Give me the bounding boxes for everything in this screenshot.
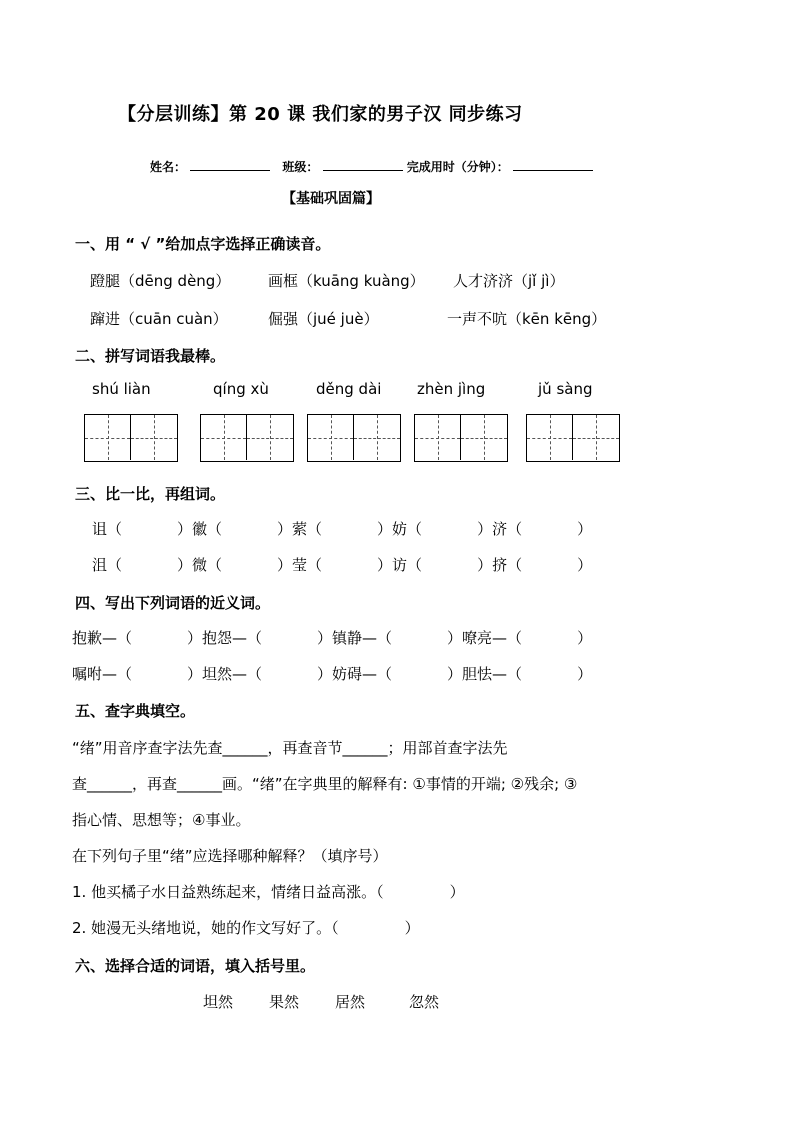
s4-item: ）	[577, 629, 593, 647]
writing-box[interactable]	[526, 414, 620, 462]
s3-item: ）挤（	[477, 556, 523, 574]
s4-item: ）胆怯—（	[447, 665, 523, 683]
s4-item: ）	[577, 665, 593, 683]
s4-item: ）抱怨—（	[187, 629, 263, 647]
s3-item: ）萦（	[277, 520, 323, 538]
s4-item: 嘱咐—（	[72, 665, 133, 683]
class-label: 班级：	[282, 160, 319, 174]
s3-item: ）莹（	[277, 556, 323, 574]
class-blank[interactable]	[323, 158, 403, 171]
s1-item: 倔强（jué juè）	[268, 310, 379, 328]
word-option: 坦然	[203, 993, 234, 1011]
student-info-line	[150, 158, 593, 175]
s3-row	[92, 518, 592, 539]
s3-item: 诅（	[92, 520, 123, 538]
s5-question-1: 1. 他买橘子水日益熟练起来，情绪日益高涨。（ ）	[72, 883, 465, 901]
s5-paragraph-line: 查______，再查______画。“绪”在字典里的解释有: ①事情的开端; ②残余; ③	[72, 775, 578, 793]
s3-item: ）济（	[477, 520, 523, 538]
s3-item: ）访（	[377, 556, 423, 574]
section-4-heading: 四、写出下列词语的近义词。	[75, 594, 271, 612]
s3-item: ）	[577, 556, 593, 574]
s1-item: 人才济济（jǐ jì）	[453, 272, 565, 290]
s4-item: ）镇静—（	[317, 629, 393, 647]
section-2-heading: 二、拼写词语我最棒。	[75, 347, 226, 365]
writing-box[interactable]	[200, 414, 294, 462]
section-3-heading: 三、比一比，再组词。	[75, 485, 226, 503]
s4-item: ）妨碍—（	[317, 665, 393, 683]
s1-item: 蹬腿（dēng dèng）	[90, 272, 231, 290]
pinyin-label: shú liàn	[92, 380, 151, 398]
word-option: 忽然	[409, 993, 440, 1011]
s3-item: ）妨（	[377, 520, 423, 538]
pinyin-label: qíng xù	[213, 380, 269, 398]
s4-item: 抱歉—（	[72, 629, 133, 647]
section-subheading: 【基础巩固篇】	[282, 191, 380, 207]
word-option: 果然	[269, 993, 300, 1011]
time-label: 完成用时（分钟）：	[406, 160, 509, 174]
page-title: 【分层训练】第 20 课 我们家的男子汉 同步练习	[118, 104, 523, 125]
pinyin-label: zhèn jìng	[417, 380, 486, 398]
section-1-heading: 一、用 “ √ ”给加点字选择正确读音。	[75, 235, 331, 253]
s1-item: 画框（kuāng kuàng）	[268, 272, 425, 290]
name-blank[interactable]	[190, 158, 270, 171]
s4-item: ）嘹亮—（	[447, 629, 523, 647]
s1-item: 蹿进（cuān cuàn）	[90, 310, 228, 328]
s4-row	[72, 663, 592, 684]
time-blank[interactable]	[513, 158, 593, 171]
tianzige-grid-row	[84, 414, 644, 464]
section-6-heading: 六、选择合适的词语，填入括号里。	[75, 957, 316, 975]
writing-box[interactable]	[84, 414, 178, 462]
s5-paragraph-line: 指心情、思想等；④事业。	[72, 811, 251, 829]
s1-item: 一声不吭（kēn kēng）	[447, 310, 607, 328]
writing-box[interactable]	[307, 414, 401, 462]
pinyin-label: jǔ sàng	[538, 380, 593, 398]
s3-item: 沮（	[92, 556, 123, 574]
pinyin-label: děng dài	[316, 380, 382, 398]
s4-row	[72, 627, 592, 648]
s5-instruction: 在下列句子里“绪”应选择哪种解释？（填序号）	[72, 847, 388, 865]
section-5-heading: 五、查字典填空。	[75, 702, 196, 720]
s5-paragraph-line: “绪”用音序查字法先查______，再查音节______；用部首查字法先	[72, 739, 508, 757]
s3-item: ）徽（	[177, 520, 223, 538]
s5-question-2: 2. 她漫无头绪地说，她的作文写好了。（ ）	[72, 919, 420, 937]
s3-item: ）微（	[177, 556, 223, 574]
s4-item: ）坦然—（	[187, 665, 263, 683]
s3-item: ）	[577, 520, 593, 538]
name-label: 姓名：	[150, 160, 187, 174]
s3-row	[92, 554, 592, 575]
writing-box[interactable]	[414, 414, 508, 462]
word-option: 居然	[335, 993, 366, 1011]
